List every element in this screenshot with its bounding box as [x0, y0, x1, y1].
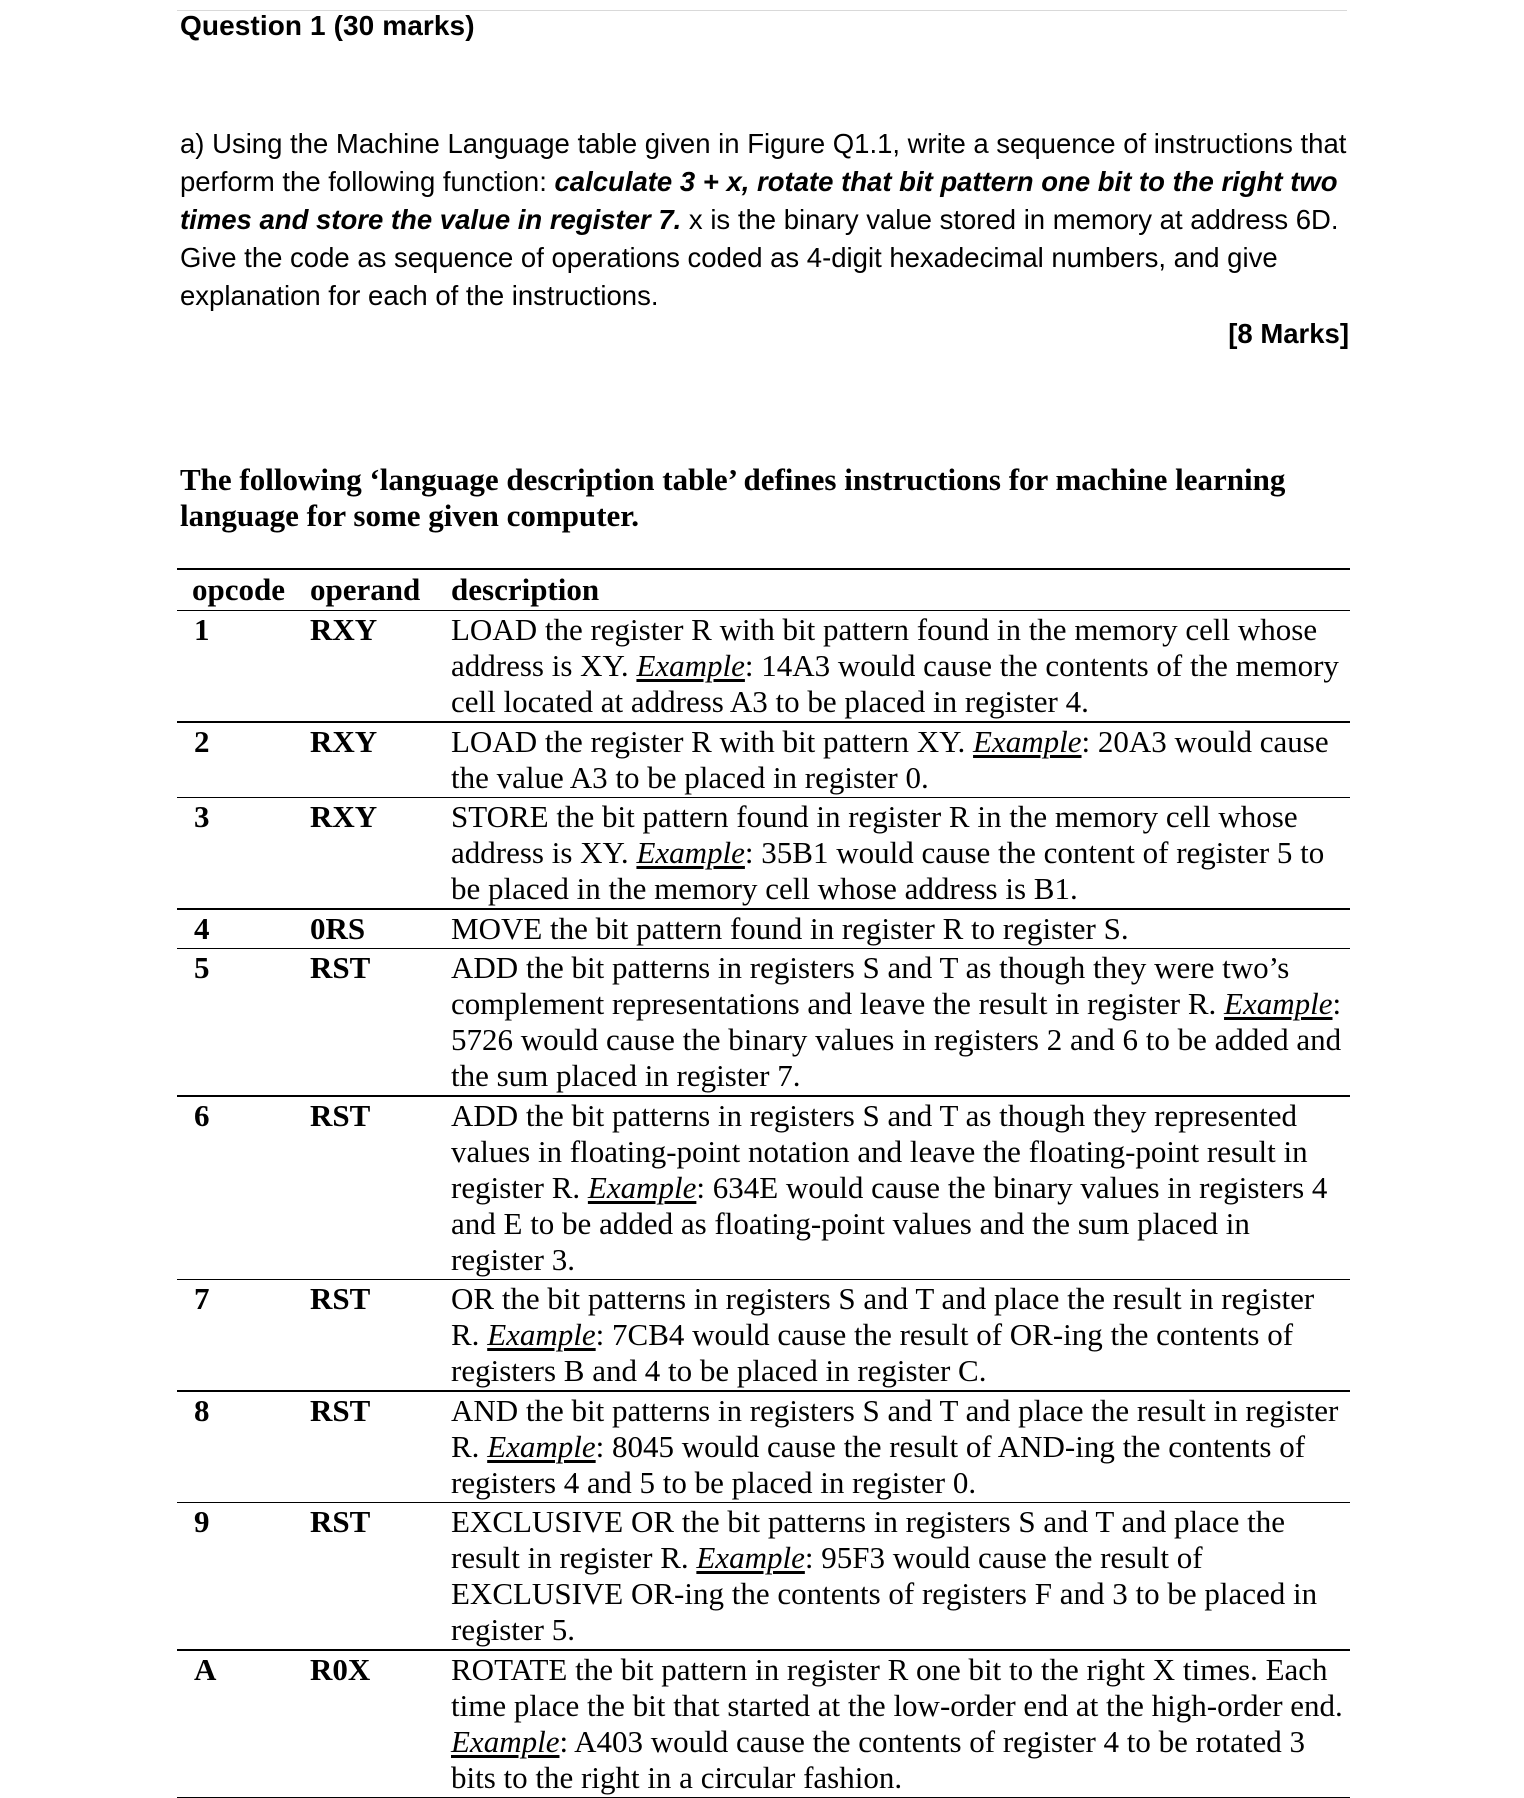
- table-row: [177, 910, 1350, 948]
- row-operand: RST: [310, 1281, 451, 1389]
- table-body: [177, 611, 1350, 1798]
- description-text: LOAD the register R with bit pattern found in the memory cell whose address is XY.: [451, 612, 1317, 683]
- description-text: MOVE the bit pattern found in register R to register S.: [451, 911, 1129, 946]
- question-part-a: [180, 125, 1355, 315]
- row-description: [451, 1504, 1350, 1648]
- description-text: LOAD the register R with bit pattern XY.: [451, 724, 973, 759]
- row-operand: RST: [310, 1393, 451, 1501]
- row-description: [451, 1281, 1350, 1389]
- table-row: [177, 1280, 1350, 1390]
- row-description: [451, 612, 1350, 720]
- example-text: : 20A3 would cause the value A3 to be placed in register 0.: [451, 724, 1329, 795]
- instruction-table: [177, 568, 1350, 1798]
- row-operand: 0RS: [310, 911, 451, 947]
- example-label: Example: [696, 1540, 804, 1575]
- description-text: EXCLUSIVE OR the bit patterns in registers S and T and place the result in register R.: [451, 1504, 1285, 1575]
- example-text: : 14A3 would cause the contents of the memory cell located at address A3 to be placed in register 4.: [451, 648, 1339, 719]
- row-opcode: 4: [177, 911, 310, 947]
- example-text: : 5726 would cause the binary values in registers 2 and 6 to be added and the sum placed in register 7.: [451, 986, 1341, 1093]
- row-description: [451, 1652, 1350, 1796]
- row-description: [451, 799, 1350, 907]
- row-operand: RST: [310, 1098, 451, 1278]
- row-operand: RXY: [310, 799, 451, 907]
- row-opcode: 8: [177, 1393, 310, 1501]
- row-operand: RXY: [310, 612, 451, 720]
- row-operand: R0X: [310, 1652, 451, 1796]
- part-a-emphasis: calculate 3 + x, rotate that bit pattern one bit to the right two times and store the value in register 7.: [180, 166, 1338, 235]
- row-opcode: 1: [177, 612, 310, 720]
- example-text: : 35B1 would cause the content of register 5 to be placed in the memory cell whose address is B1.: [451, 835, 1324, 906]
- example-label: Example: [973, 724, 1081, 759]
- description-text: ADD the bit patterns in registers S and T as though they represented values in floating-point notation and leave the floating-point result in register R.: [451, 1098, 1308, 1205]
- example-text: : 95F3 would cause the result of EXCLUSIVE OR-ing the contents of registers F and 3 to be placed in register 5.: [451, 1540, 1317, 1647]
- description-text: AND the bit patterns in registers S and T and place the result in register R.: [451, 1393, 1338, 1464]
- row-opcode: 3: [177, 799, 310, 907]
- example-label: Example: [487, 1317, 595, 1352]
- header-operand: operand: [310, 572, 451, 608]
- part-a-rest: x is the binary value stored in memory at address 6D. Give the code as sequence of operations coded as 4-digit hexadecimal numbers, and give explanation for each of the instructions.: [180, 204, 1339, 311]
- example-label: Example: [588, 1170, 696, 1205]
- row-description: [451, 724, 1350, 796]
- row-operand: RST: [310, 950, 451, 1094]
- header-description: description: [451, 572, 1350, 608]
- table-row: [177, 611, 1350, 721]
- table-row: [177, 1651, 1350, 1797]
- table-intro: The following ‘language description table’ defines instructions for machine learning language for some given computer.: [180, 462, 1360, 534]
- table-row: [177, 1097, 1350, 1279]
- row-opcode: 6: [177, 1098, 310, 1278]
- table-header: [177, 570, 1350, 610]
- row-operand: RXY: [310, 724, 451, 796]
- example-label: Example: [451, 1724, 559, 1759]
- table-row: [177, 1392, 1350, 1502]
- row-description: [451, 911, 1350, 947]
- row-description: [451, 1098, 1350, 1278]
- example-label: Example: [636, 835, 744, 870]
- part-a-intro: a) Using the Machine Language table given in Figure Q1.1, write a sequence of instructions that perform the following function:: [180, 128, 1346, 197]
- example-text: : 8045 would cause the result of AND-ing the contents of registers 4 and 5 to be placed in register 0.: [451, 1429, 1305, 1500]
- description-text: OR the bit patterns in registers S and T and place the result in register R.: [451, 1281, 1314, 1352]
- row-opcode: 5: [177, 950, 310, 1094]
- row-operand: RST: [310, 1504, 451, 1648]
- example-label: Example: [1224, 986, 1332, 1021]
- description-text: ROTATE the bit pattern in register R one bit to the right X times. Each time place the bit that started at the low-order end at the high-order end.: [451, 1652, 1343, 1723]
- description-text: STORE the bit pattern found in register R in the memory cell whose address is XY.: [451, 799, 1298, 870]
- example-label: Example: [636, 648, 744, 683]
- row-description: [451, 1393, 1350, 1501]
- table-row: [177, 798, 1350, 908]
- marks-label: [8 Marks]: [1228, 318, 1349, 350]
- description-text: ADD the bit patterns in registers S and T as though they were two’s complement representations and leave the result in register R.: [451, 950, 1289, 1021]
- row-opcode: 2: [177, 724, 310, 796]
- header-opcode: opcode: [177, 572, 310, 608]
- table-row: [177, 1503, 1350, 1649]
- row-opcode: 7: [177, 1281, 310, 1389]
- row-opcode: 9: [177, 1504, 310, 1648]
- example-text: : 634E would cause the binary values in registers 4 and E to be added as floating-point values and the sum placed in register 3.: [451, 1170, 1327, 1277]
- row-description: [451, 950, 1350, 1094]
- question-title: Question 1 (30 marks): [180, 10, 475, 42]
- table-row: [177, 723, 1350, 797]
- example-label: Example: [487, 1429, 595, 1464]
- example-text: : 7CB4 would cause the result of OR-ing the contents of registers B and 4 to be placed in register C.: [451, 1317, 1293, 1388]
- table-row: [177, 949, 1350, 1095]
- example-text: : A403 would cause the contents of register 4 to be rotated 3 bits to the right in a circular fashion.: [451, 1724, 1305, 1795]
- row-opcode: A: [177, 1652, 310, 1796]
